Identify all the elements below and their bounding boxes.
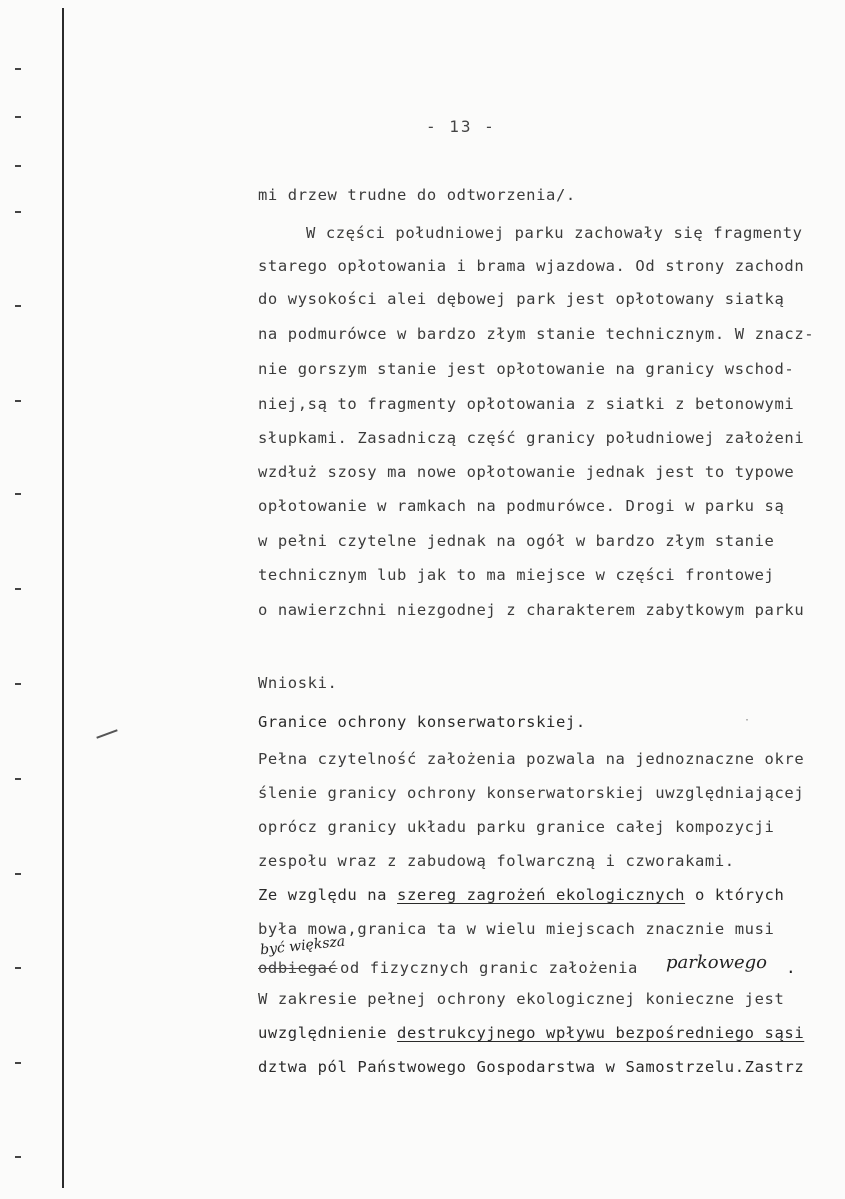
text-line: od fizycznych granic założenia [340,959,638,977]
handwritten-word: parkowego [666,952,768,973]
text-line [258,886,784,904]
text-line: do wysokości alei dębowej park jest opłotowany siatką [258,290,785,308]
section-heading: Wnioski. [258,674,338,692]
pencil-mark [96,729,117,738]
edge-mark [15,211,21,213]
margin-rule [62,8,64,1188]
text-line: była mowa,granica ta w wielu miejscach znacznie musi [258,920,775,938]
handwritten-insertion: być większa [259,933,346,959]
text-line: o nawierzchni niezgodnej z charakterem zabytkowym parku [258,601,805,619]
stray-mark: · [744,715,751,726]
text-line: W części południowej parku zachowały się fragmenty [306,224,803,242]
edge-mark [15,305,21,307]
text-line: ślenie granicy ochrony konserwatorskiej uwzględniającej [258,784,805,802]
edge-mark [15,1156,21,1158]
text-segment: o których [685,886,785,904]
text-line: zespołu wraz z zabudową folwarczną i czworakami. [258,852,735,870]
text-line: technicznym lub jak to ma miejsce w części frontowej [258,566,775,584]
text-line: słupkami. Zasadniczą część granicy południowej założeni [258,429,805,447]
edge-mark [15,588,21,590]
text-line [258,1024,804,1042]
edge-mark [15,778,21,780]
text-line: W zakresie pełnej ochrony ekologicznej konieczne jest [258,990,785,1008]
edge-mark [15,165,21,167]
struck-word: odbiegać [258,959,338,977]
text-line: niej,są to fragmenty opłotowania z siatki z betonowymi [258,395,795,413]
page-number: - 13 - [426,117,496,136]
edge-mark [15,967,21,969]
text-line: wzdłuż szosy ma nowe opłotowanie jednak jest to typowe [258,463,795,481]
edge-mark [15,873,21,875]
text-line: w pełni czytelne jednak na ogół w bardzo złym stanie [258,532,775,550]
text-line: opłotowanie w ramkach na podmurówce. Drogi w parku są [258,497,785,515]
section-subheading: Granice ochrony konserwatorskiej. [258,713,586,731]
underlined-phrase: destrukcyjnego wpływu bezpośredniego sąsi [397,1024,805,1042]
edge-mark [15,493,21,495]
text-line: nie gorszym stanie jest opłotowanie na granicy wschod- [258,360,795,378]
text-segment: Ze względu na [258,886,398,904]
edge-mark [15,400,21,402]
text-line: oprócz granicy układu parku granice całej kompozycji [258,818,775,836]
underlined-phrase: szereg zagrożeń ekologicznych [397,886,686,904]
edge-mark [15,683,21,685]
edge-mark [15,1062,21,1064]
text-segment: uwzględnienie [258,1024,398,1042]
edge-mark [15,116,21,118]
text-line: starego opłotowania i brama wjazdowa. Od strony zachodn [258,257,805,275]
edge-mark [15,68,21,70]
text-line: mi drzew trudne do odtworzenia/. [258,186,576,204]
text-line: dztwa pól Państwowego Gospodarstwa w Samostrzelu.Zastrz [258,1058,805,1076]
text-period: . [786,958,796,977]
text-line: na podmurówce w bardzo złym stanie technicznym. W znacz- [258,325,815,343]
text-line: Pełna czytelność założenia pozwala na jednoznaczne okre [258,750,805,768]
